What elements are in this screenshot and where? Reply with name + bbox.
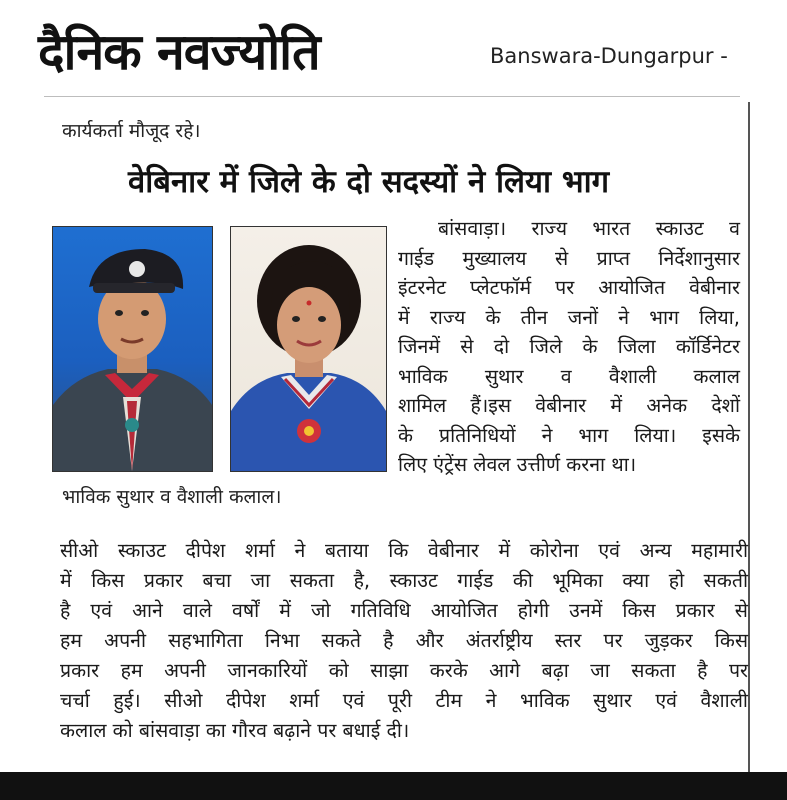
- article-headline: वेबिनार में जिले के दो सदस्यों ने लिया भाग: [128, 164, 610, 200]
- text-line: गाईड मुख्यालय से प्राप्त निर्देशानुसार: [398, 246, 740, 270]
- newspaper-masthead: दैनिक नवज्योति: [38, 23, 320, 81]
- text-line: चर्चा हुई। सीओ दीपेश शर्मा एवं पूरी टीम ने भाविक सुथार एवं वैशाली: [60, 689, 748, 712]
- text-line: हम अपनी सहभागिता निभा सकते है और अंतर्राष्ट्रीय स्तर पर जुड़कर किस: [60, 629, 748, 652]
- portrait-female-guide: [231, 227, 386, 471]
- text-line: के प्रतिनिधियों ने भाग लिया। इसके: [398, 423, 740, 447]
- photo-bhavik-suthar: [52, 226, 213, 472]
- article-body-paragraph: [60, 536, 748, 746]
- photo-vaishali-kalal: [230, 226, 387, 472]
- column-rule: [748, 102, 750, 772]
- previous-article-tail: कार्यकर्ता मौजूद रहे।: [62, 120, 201, 142]
- text-line: सीओ स्काउट दीपेश शर्मा ने बताया कि वेबीनार में कोरोना एवं अन्य महामारी: [60, 539, 748, 562]
- text-line: भाविक सुथार व वैशाली कलाल: [398, 364, 740, 388]
- text-line: में राज्य के तीन जनों ने भाग लिया,: [398, 305, 740, 329]
- bottom-black-bar: [0, 772, 787, 800]
- text-line: बांसवाड़ा। राज्य भारत स्काउट व: [438, 217, 740, 240]
- text-line: शामिल हैं।इस वेबीनार में अनेक देशों: [398, 394, 740, 417]
- text-line: जिनमें से दो जिले के जिला कॉर्डिनेटर: [398, 335, 740, 358]
- text-line: में किस प्रकार बचा जा सकता है, स्काउट गाईड की भूमिका क्या हो सकती: [60, 569, 748, 592]
- portrait-male-scout: [53, 227, 212, 471]
- text-line: कलाल को बांसवाड़ा का गौरव बढ़ाने पर बधाई दी।: [60, 719, 410, 742]
- text-line: प्रकार हम अपनी जानकारियों को साझा करके आगे बढ़ा जा सकता है पर: [60, 659, 748, 682]
- masthead-divider: [44, 96, 740, 97]
- text-line: इंटरनेट प्लेटफॉर्म पर आयोजित वेबीनार: [398, 276, 740, 299]
- edition-label: Banswara-Dungarpur -: [490, 44, 728, 68]
- photo-caption: भाविक सुथार व वैशाली कलाल।: [62, 486, 282, 508]
- text-line: लिए एंट्रेंस लेवल उत्तीर्ण करना था।: [398, 453, 637, 476]
- article-intro-paragraph: [398, 214, 740, 480]
- text-line: है एवं आने वाले वर्षों में जो गतिविधि आयोजित होगी उनमें किस प्रकार से: [60, 599, 748, 622]
